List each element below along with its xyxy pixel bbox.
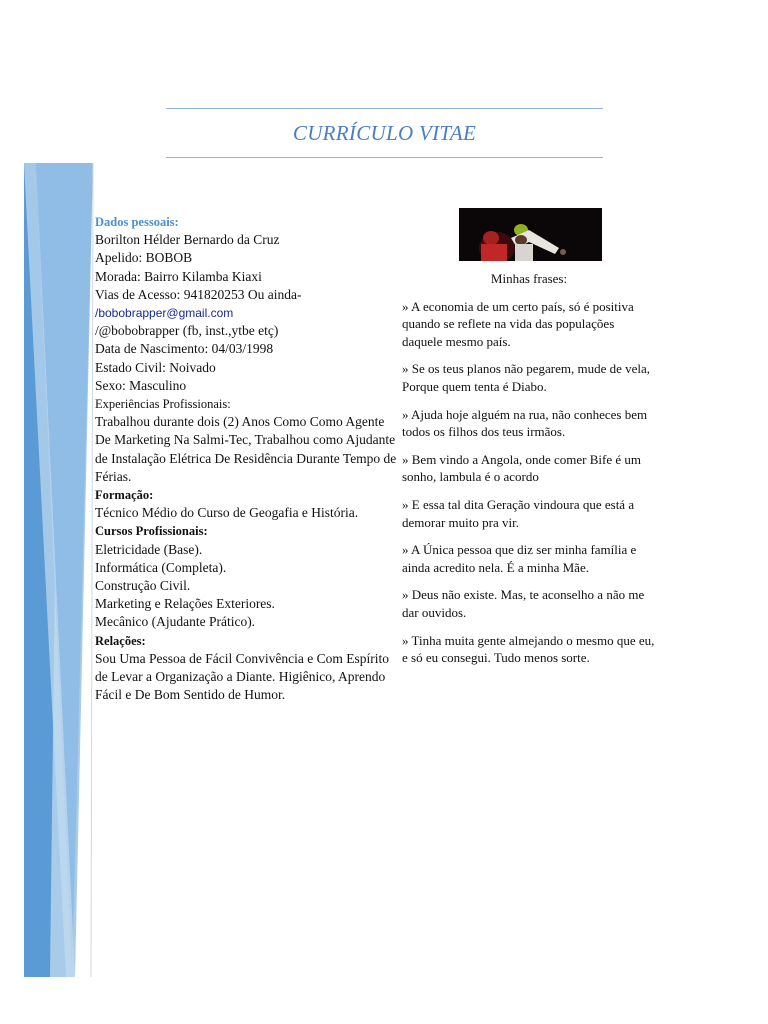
education-text: Técnico Médio do Curso de Geogafia e História.	[95, 505, 359, 521]
relations-text: Sou Uma Pessoa de Fácil Convivência e Com Espírito de Levar a Organização a Diante. Higiênico, Aprendo Fácil e De Bom Sentido de Humor.	[95, 650, 389, 703]
course-item: Construção Civil.	[95, 578, 191, 594]
quote-item: » Ajuda hoje alguém na rua, não conheces bem todos os filhos dos teus irmãos.	[402, 406, 648, 440]
quote-item: » A economia de um certo país, só é positiva quando se reflete na vida das populações daquele mesmo país.	[402, 298, 634, 349]
quote-item: » E essa tal dita Geração vindoura que está a demorar muito pra vir.	[402, 496, 635, 530]
quote-item: » Bem vindo a Angola, onde comer Bife é um sonho, lambula é o acordo	[402, 451, 642, 485]
quote-item: » Se os teus planos não pegarem, mude de vela, Porque quem tenta é Diabo.	[402, 361, 651, 394]
profile-photo	[459, 208, 602, 261]
email-link[interactable]: /bobobrapper@gmail.com	[95, 306, 234, 321]
left-column	[95, 213, 400, 704]
address: Morada: Bairro Kilamba Kiaxi	[95, 268, 262, 284]
page-title: CURRÍCULO VITAE	[292, 121, 477, 145]
birth-date: Data de Nascimento: 04/03/1998	[95, 341, 274, 357]
header-bottom-rule	[166, 157, 603, 158]
nickname: Apelido: BOBOB	[95, 250, 193, 266]
contact-phone: Vias de Acesso: 941820253 Ou ainda-	[95, 286, 302, 302]
relations-heading: Relações:	[95, 633, 146, 648]
experience-heading: Experiências Profissionais:	[95, 397, 231, 412]
full-name: Borilton Hélder Bernardo da Cruz	[95, 232, 280, 248]
sex: Sexo: Masculino	[95, 377, 187, 393]
education-heading: Formação:	[95, 488, 154, 503]
social-handle: /@bobobrapper (fb, inst.,ytbe etç)	[95, 323, 279, 339]
quote-item: » Tinha muita gente almejando o mesmo que eu, e só eu consegui. Tudo menos sorte.	[402, 632, 655, 666]
personal-data-heading: Dados pessoais:	[95, 215, 179, 229]
quote-item: » Deus não existe. Mas, te aconselho a não me dar ouvidos.	[402, 587, 645, 620]
header-top-rule	[166, 108, 603, 109]
course-item: Eletricidade (Base).	[95, 541, 203, 557]
profile-photo-image	[459, 208, 602, 261]
course-item: Marketing e Relações Exteriores.	[95, 596, 275, 612]
quotes-heading: Minhas frases:	[490, 271, 568, 286]
quote-item: » A Única pessoa que diz ser minha família e ainda acredito nela. É a minha Mãe.	[402, 542, 637, 575]
experience-text: Trabalhou durante dois (2) Anos Como Como Agente De Marketing Na Salmi-Tec, Trabalhou como Ajudante de Instalação Elétrica De Residência Durante Tempo de Férias.	[95, 414, 397, 484]
quotes-column	[402, 270, 656, 677]
courses-heading: Cursos Profissionais:	[95, 524, 208, 539]
course-item: Informática (Completa).	[95, 559, 227, 575]
side-band-decoration	[0, 0, 100, 1024]
civil-status: Estado Civil: Noivado	[95, 359, 216, 375]
course-item: Mecânico (Ajudante Prático).	[95, 614, 256, 630]
